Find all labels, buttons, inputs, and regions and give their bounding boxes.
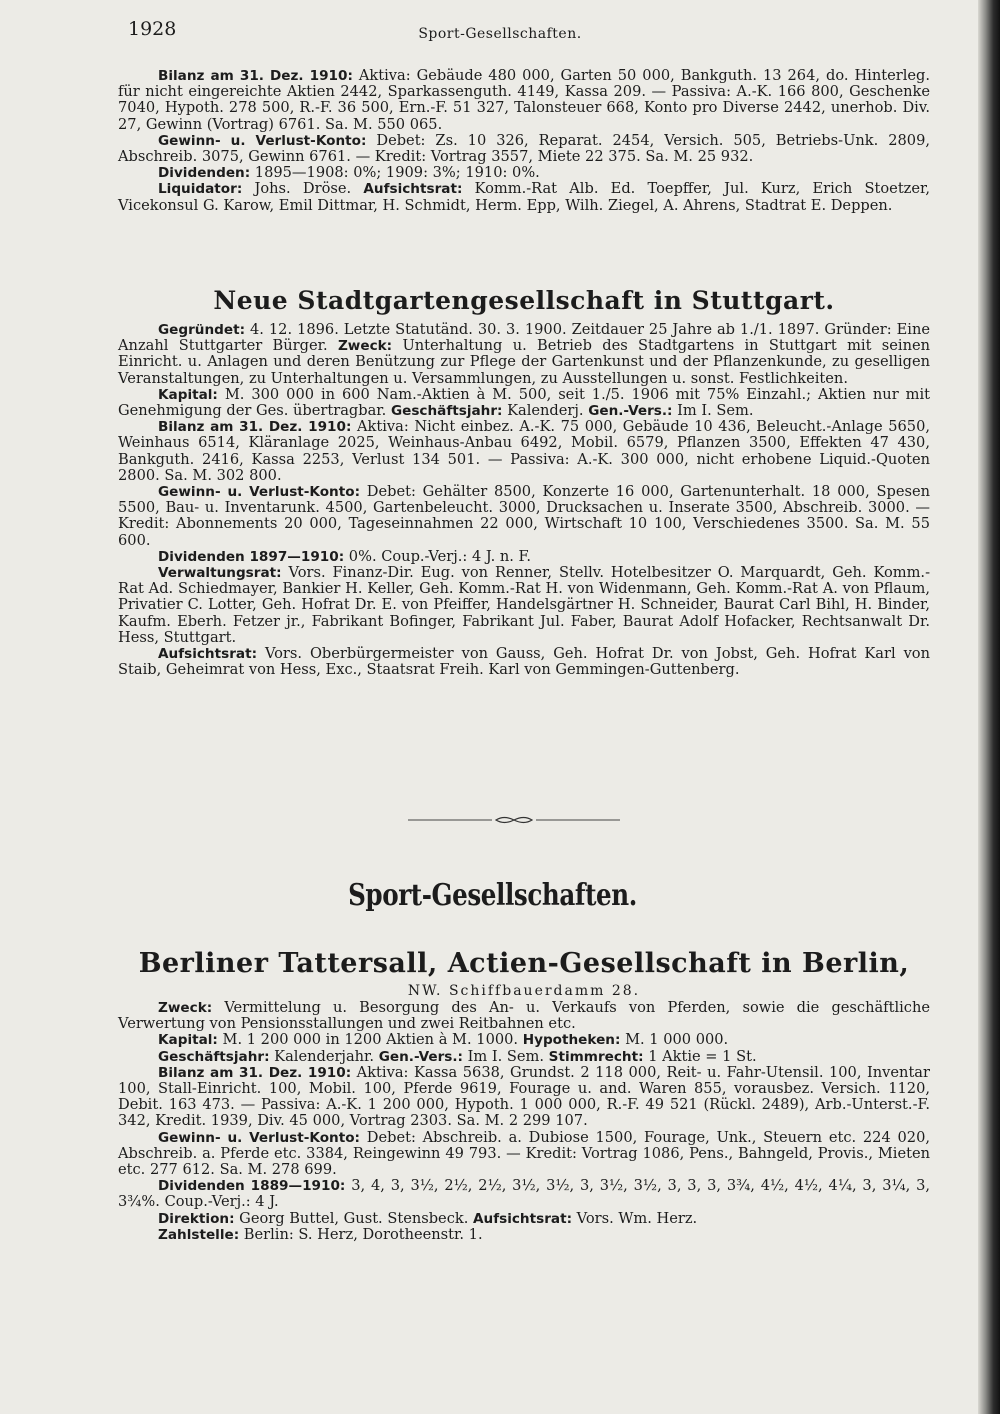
prev-ar-label: Aufsichtsrat: <box>363 181 463 198</box>
bt-stimm-text: 1 Aktie = 1 St. <box>648 1047 757 1065</box>
prev-liq-label: Liquidator: <box>158 181 243 198</box>
bt-div-label: Dividenden 1889—1910: <box>158 1178 346 1195</box>
sg-bilanz-text: Aktiva: Nicht einbez. A.-K. 75 000, Gebäude 10 436, Beleucht.-Anlage 5650, Weinhaus 6514, Kläranlage 2025, Weinhaus-Anbau 6492, Mobil. 6579, Pflanzen 3500, Effekten 47 430, Bankguth. 2416, Kassa 2253, Verlust 134 501. — Passiva: A.-K. 300 000, nicht erhobene Liquid.-Quoten 2800. Sa. M. 302 800. <box>118 418 930 484</box>
sg-ar-text: Vors. Oberbürgermeister von Gauss, Geh. Hofrat Dr. von Jobst, Geh. Hofrat Karl von Staib, Geheimrat von Hess, Exc., Staatsrat Freih. Karl von Gemmingen-Guttenberg. <box>118 645 930 679</box>
bt-zahl-text: Berlin: S. Herz, Dorotheenstr. 1. <box>243 1225 483 1243</box>
prev-bilanz-label: Bilanz am 31. Dez. 1910: <box>158 68 353 84</box>
prev-div-text: 1895—1908: 0%; 1909: 3%; 1910: 0%. <box>254 164 540 182</box>
bt-zahl-label: Zahlstelle: <box>158 1226 240 1243</box>
tattersall-address: NW. Schiffbauerdamm 28. <box>407 983 641 999</box>
sg-ar-label: Aufsichtsrat: <box>158 646 257 663</box>
sg-zweck-label: Zweck: <box>337 338 393 355</box>
bt-gj-label: Geschäftsjahr: <box>158 1048 270 1065</box>
prev-bilanz-text: Aktiva: Gebäude 480 000, Garten 50 000, Bankguth. 13 264, do. Hinterleg. für nicht eingereichte Aktien 2442, Sparkassenguth. 4149, Kassa 209. — Passiva: A.-K. 166 800, Geschenke 7040, Hypoth. 278 500, R.-F. 36 500, Ern.-F. 51 327, Talonsteuer 668, Konto pro Diverse 2442, unerhob. Div. 27, Gewinn (Vortrag) 6761. Sa. M. 550 065. <box>118 67 931 133</box>
bt-guv-text: Debet: Abschreib. a. Dubiose 1500, Fourage, Unk., Steuern etc. 224 020, Abschreib. a. Pferde etc. 3384, Reingewinn 49 793. — Kredit: Vortrag 1086, Pens., Bahngeld, Provis., Mieten etc. 277 612. Sa. M. 278 699. <box>118 1128 930 1179</box>
page-number: 1928 <box>128 18 177 40</box>
sg-gegr-label: Gegründet: <box>158 322 246 338</box>
tattersall-entry <box>118 1000 930 1243</box>
sg-guv-label: Gewinn- u. Verlust-Konto: <box>158 484 361 501</box>
bt-kapital-label: Kapital: <box>158 1032 218 1049</box>
sg-bilanz-label: Bilanz am 31. Dez. 1910: <box>158 419 352 436</box>
sg-vr-label: Verwaltungsrat: <box>158 565 282 582</box>
prev-ar-text: Komm.-Rat Alb. Ed. Toepffer, Jul. Kurz, Erich Stoetzer, Vicekonsul G. Karow, Emil Dittmar, H. Schmidt, Herm. Epp, Wilh. Ziegel, A. Ahrens, Stadtrat E. Deppen. <box>118 180 931 214</box>
bt-dir-paragraph <box>118 1211 930 1227</box>
sg-div-label: Dividenden 1897—1910: <box>158 548 345 565</box>
sg-vr-text: Vors. Finanz-Dir. Eug. von Renner, Stellv. Hotelbesitzer O. Marquardt, Geh. Komm.-Rat Ad. Schiedmayer, Bankier H. Keller, Geh. Komm.-Rat H. von Widenmann, Geh. Komm.-Rat A. von Pflaum, Privatier C. Lotter, Geh. Hofrat Dr. E. von Pfeiffer, Handelsgärtner H. Schneider, Baurat Carl Bihl, H. Binder, Kaufm. Eberh. Fetzer jr., Fabrikant Bofinger, Fabrikant Jul. Faber, Baurat Adolf Hofacker, Rechtsanwalt Dr. Hess, Stuttgart. <box>118 564 931 646</box>
bt-kapital-text: M. 1 200 000 in 1200 Aktien à M. 1000. <box>222 1031 519 1049</box>
sg-bilanz-paragraph <box>118 419 930 484</box>
sg-ar-paragraph <box>118 646 930 678</box>
sg-kapital-text: M. 300 000 in 600 Nam.-Aktien à M. 500, seit 1./5. 1906 mit 75% Einzahl.; Aktien nur mit Genehmigung der Ges. übertragbar. <box>118 385 930 420</box>
prev-company-entry <box>118 68 930 214</box>
bt-bilanz-paragraph <box>118 1065 930 1130</box>
bt-zweck-paragraph <box>118 1000 930 1032</box>
sg-gv-text: Im I. Sem. <box>677 402 754 420</box>
prev-liq-text: Johs. Dröse. <box>254 180 352 198</box>
bt-gj-paragraph <box>118 1049 930 1065</box>
bt-gv-label: Gen.-Vers.: <box>378 1048 463 1065</box>
prev-guv-paragraph <box>118 133 930 165</box>
bt-div-paragraph <box>118 1178 930 1210</box>
sg-div-paragraph <box>118 549 930 565</box>
bt-gv-text: Im I. Sem. <box>467 1047 545 1065</box>
bt-stimm-label: Stimmrecht: <box>548 1048 644 1065</box>
bt-zweck-text: Vermittelung u. Besorgung des An- u. Verkaufs von Pferden, sowie die geschäftliche Verwertung von Pensionsstallungen und zwei Reitbahnen etc. <box>118 999 930 1033</box>
ornament-divider <box>408 815 620 825</box>
stadtgarten-entry <box>118 322 930 678</box>
sg-kapital-paragraph <box>118 387 930 419</box>
bt-ar-label: Aufsichtsrat: <box>473 1210 572 1227</box>
sg-gj-label: Geschäftsjahr: <box>390 403 503 420</box>
stadtgarten-title: Neue Stadtgartengesellschaft in Stuttgart. <box>213 286 835 315</box>
bt-dir-text: Georg Buttel, Gust. Stensbeck. <box>239 1209 469 1227</box>
sg-gegr-paragraph <box>118 322 930 387</box>
running-head: Sport-Gesellschaften. <box>418 26 582 42</box>
sg-div-text: 0%. Coup.-Verj.: 4 J. n. F. <box>348 547 532 565</box>
sg-guv-text: Debet: Gehälter 8500, Konzerte 16 000, Gartenunterhalt. 18 000, Spesen 5500, Bau- u. Inventarunk. 4500, Gartenbeleucht. 3000, Drucksachen u. Inserate 3500, Abschreib. 3000. — Kredit: Abonnements 20 000, Tageseinnahmen 22 000, Wirtschaft 10 100, Verschiedenes 3500. Sa. M. 55 600. <box>118 483 930 549</box>
sg-vr-paragraph <box>118 565 930 646</box>
bt-ar-text: Vors. Wm. Herz. <box>576 1209 698 1227</box>
bt-gj-text: Kalenderjahr. <box>274 1047 375 1065</box>
sg-gv-label: Gen.-Vers.: <box>588 403 673 420</box>
tattersall-title: Berliner Tattersall, Actien-Gesellschaft in Berlin, <box>138 948 910 979</box>
bt-bilanz-label: Bilanz am 31. Dez. 1910: <box>158 1064 352 1081</box>
bt-guv-label: Gewinn- u. Verlust-Konto: <box>158 1129 360 1146</box>
sg-gegr-text: 4. 12. 1896. Letzte Statutänd. 30. 3. 1900. Zeitdauer 25 Jahre ab 1./1. 1897. Gründer: Eine Anzahl Stuttgarter Bürger. <box>118 321 930 355</box>
prev-liq-paragraph <box>118 181 930 213</box>
sg-zweck-text: Unterhaltung u. Betrieb des Stadtgartens in Stuttgart mit seinen Einricht. u. Anlagen und deren Benützung zur Pflege der Gartenkunst und der Pflanzenkunde, zu geselligen Veranstaltungen, zu Unterhaltungen u. Versammlungen, zu Ausstellungen u. sonst. Festlichkeiten. <box>118 337 931 387</box>
book-gutter-edge <box>978 0 1000 1414</box>
bt-div-text: 3, 4, 3, 3½, 2½, 2½, 3½, 3½, 3, 3½, 3½, 3, 3, 3, 3¾, 4½, 4½, 4¼, 3, 3¼, 3, 3¾%. Coup.-Verj.: 4 J. <box>118 1177 931 1211</box>
prev-guv-text: Debet: Zs. 10 326, Reparat. 2454, Versich. 505, Betriebs-Unk. 2809, Abschreib. 3075, Gewinn 6761. — Kredit: Vortrag 3557, Miete 22 375. Sa. M. 25 932. <box>118 131 930 166</box>
prev-bilanz-paragraph <box>118 68 930 133</box>
sg-gj-text: Kalenderj. <box>507 402 584 420</box>
bt-zahl-paragraph <box>118 1227 930 1243</box>
bt-guv-paragraph <box>118 1130 930 1179</box>
bt-zweck-label: Zweck: <box>158 1000 213 1016</box>
bt-bilanz-text: Aktiva: Kassa 5638, Grundst. 2 118 000, Reit- u. Fahr-Utensil. 100, Inventar 100, Stall-Einricht. 100, Mobil. 100, Pferde 9619, Fourage u. and. Waren 855, vorausbez. Versich. 1120, Debit. 163 473. — Passiva: A.-K. 1 200 000, Hypoth. 1 000 000, R.-F. 49 521 (Rückl. 2489), Arb.-Unterst.-F. 342, Kredit. 1939, Div. 45 000, Vortrag 2303. Sa. M. 2 299 107. <box>118 1063 930 1130</box>
bt-kapital-paragraph <box>118 1032 930 1048</box>
prev-guv-label: Gewinn- u. Verlust-Konto: <box>158 132 367 149</box>
bt-hyp-text: M. 1 000 000. <box>625 1031 729 1049</box>
sg-guv-paragraph <box>118 484 930 549</box>
section-heading: Sport-Gesellschaften. <box>348 878 637 913</box>
bt-hyp-label: Hypotheken: <box>522 1032 621 1049</box>
prev-div-paragraph <box>118 165 930 181</box>
sg-kapital-label: Kapital: <box>158 386 218 403</box>
bt-dir-label: Direktion: <box>158 1210 235 1227</box>
prev-div-label: Dividenden: <box>158 165 251 182</box>
